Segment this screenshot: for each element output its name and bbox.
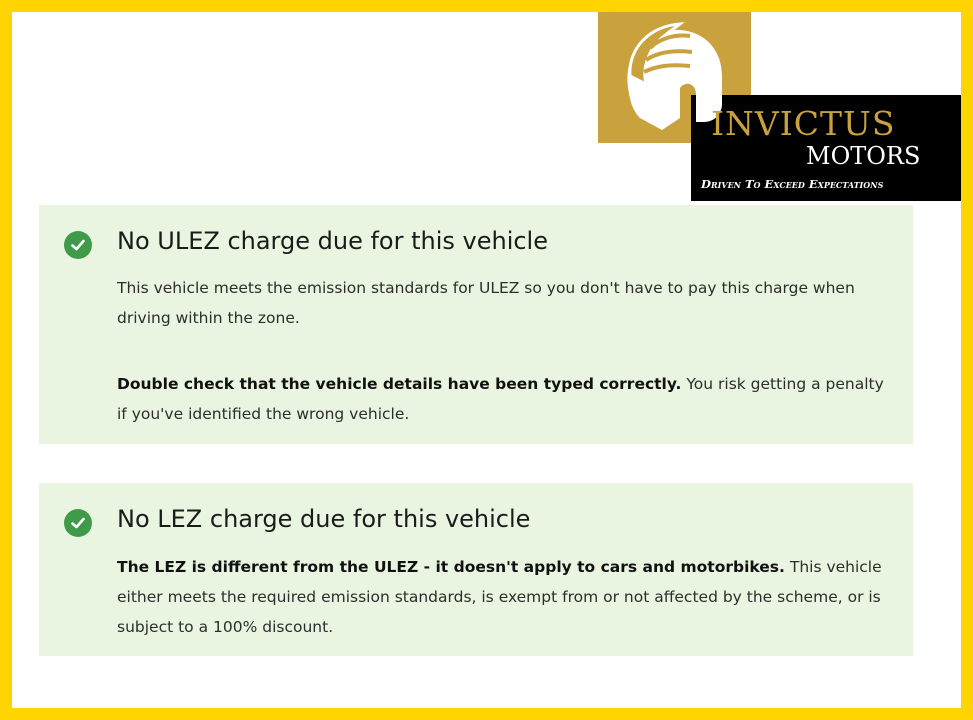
logo-brand-line2: MOTORS <box>806 142 921 170</box>
lez-body-bold: The LEZ is different from the ULEZ - it doesn't apply to cars and motorbikes. <box>117 558 785 576</box>
ulez-warning-rest: You risk getting a penalty if you've identified the wrong vehicle. <box>117 375 884 423</box>
logo-tagline: Driven To Exceed Expectations <box>701 177 884 191</box>
lez-result-panel <box>39 483 913 656</box>
ulez-result-panel <box>39 205 913 444</box>
ulez-warning-bold: Double check that the vehicle details have been typed correctly. <box>117 375 682 393</box>
lez-result-body <box>117 552 887 642</box>
check-circle-icon <box>64 231 92 259</box>
lez-body-rest: This vehicle either meets the required emission standards, is exempt from or not affected by the scheme, or is subject to a 100% discount. <box>117 558 882 636</box>
check-circle-icon <box>64 509 92 537</box>
invictus-motors-logo <box>598 12 961 201</box>
logo-brand-line1: INVICTUS <box>711 104 896 143</box>
ulez-warning <box>117 369 887 429</box>
ulez-result-body: This vehicle meets the emission standards for ULEZ so you don't have to pay this charge when driving within the zone. <box>117 279 855 327</box>
ulez-result-title: No ULEZ charge due for this vehicle <box>117 227 548 255</box>
lez-result-title: No LEZ charge due for this vehicle <box>117 505 531 533</box>
